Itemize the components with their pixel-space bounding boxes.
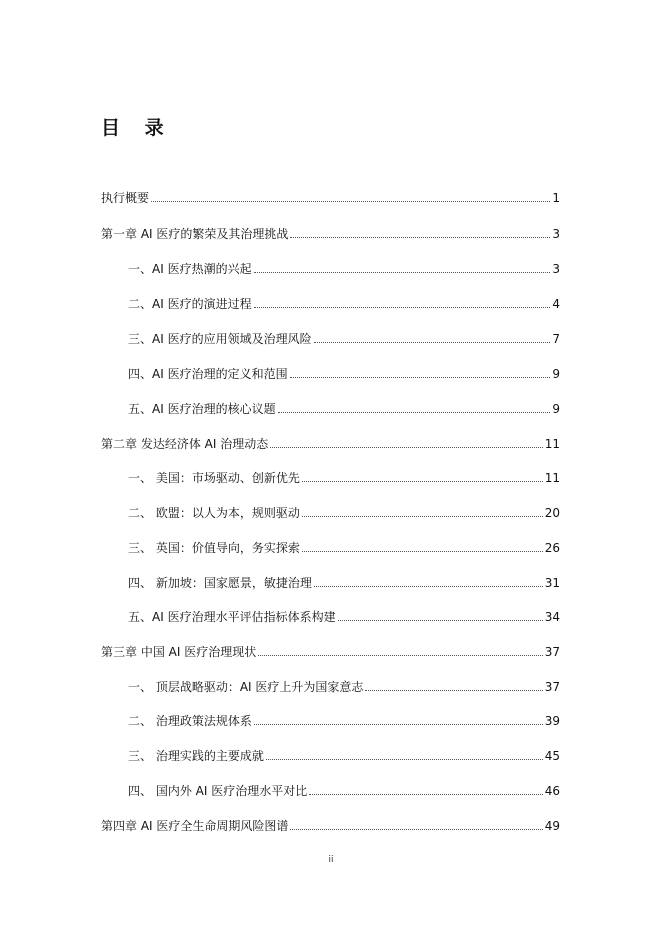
toc-dot-leader [266,759,543,760]
toc-entry-page: 9 [552,402,560,416]
toc-entry-section[interactable] [128,397,560,417]
toc-entry-chapter-4[interactable] [101,814,560,834]
toc-entry-title: 三、 英国：价值导向，务实探索 [128,541,300,555]
toc-entry-page: 45 [544,749,560,763]
toc-entry-section[interactable] [128,709,560,729]
toc-dot-leader [338,620,543,621]
toc-entry-page: 34 [544,610,560,624]
toc-entry-title: 执行概要 [101,191,150,205]
toc-dot-leader [302,551,543,552]
toc-dot-leader [270,447,543,448]
toc-entry-section[interactable] [128,779,560,799]
toc-entry-title: 第三章 中国 AI 医疗治理现状 [101,645,257,659]
toc-dot-leader [290,377,551,378]
toc-entry-executive-summary[interactable] [101,186,560,206]
toc-dot-leader [365,690,542,691]
toc-entry-title: 四、AI 医疗治理的定义和范围 [128,367,288,381]
toc-dot-leader [254,307,551,308]
toc-dot-leader [302,481,543,482]
toc-entry-page: 3 [552,262,560,276]
toc-entry-page: 11 [544,437,560,451]
toc-entry-title: 二、AI 医疗的演进过程 [128,297,252,311]
toc-entry-section[interactable] [128,257,560,277]
toc-entry-section[interactable] [128,466,560,486]
toc-entry-title: 二、 欧盟：以人为本，规则驱动 [128,506,300,520]
toc-entry-page: 37 [544,645,560,659]
toc-entry-section[interactable] [128,605,560,625]
page-title: 目 录 [101,117,173,139]
toc-entry-title: 五、AI 医疗治理的核心议题 [128,402,276,416]
toc-dot-leader [314,342,551,343]
toc-entry-section[interactable] [128,327,560,347]
toc-entry-section[interactable] [128,571,560,591]
page-number: ii [328,855,334,865]
toc-dot-leader [302,516,543,517]
toc-entry-chapter-3[interactable] [101,640,560,660]
toc-entry-page: 46 [544,784,560,798]
toc-dot-leader [309,794,543,795]
toc-dot-leader [258,655,543,656]
toc-entry-page: 4 [552,297,560,311]
toc-entry-page: 3 [552,227,560,241]
toc-entry-section[interactable] [128,362,560,382]
toc-entry-title: 三、AI 医疗的应用领域及治理风险 [128,332,312,346]
toc-entry-title: 第四章 AI 医疗全生命周期风险图谱 [101,819,289,833]
toc-entry-title: 五、AI 医疗治理水平评估指标体系构建 [128,610,336,624]
toc-entry-section[interactable] [128,292,560,312]
toc-entry-section[interactable] [128,536,560,556]
toc-dot-leader [254,724,543,725]
toc-entry-page: 39 [544,714,560,728]
toc-dot-leader [254,272,551,273]
toc-entry-page: 31 [544,576,560,590]
toc-dot-leader [278,412,551,413]
toc-entry-title: 四、 国内外 AI 医疗治理水平对比 [128,784,308,798]
toc-entry-title: 一、 美国：市场驱动、创新优先 [128,471,300,485]
toc-entry-section[interactable] [128,501,560,521]
toc-entry-section[interactable] [128,675,560,695]
toc-entry-section[interactable] [128,744,560,764]
toc-dot-leader [290,237,550,238]
toc-entry-title: 二、 治理政策法规体系 [128,714,252,728]
toc-entry-title: 一、 顶层战略驱动：AI 医疗上升为国家意志 [128,680,364,694]
toc-entry-page: 37 [544,680,560,694]
toc-dot-leader [290,829,542,830]
toc-dot-leader [151,201,550,202]
toc-dot-leader [314,586,543,587]
toc-entry-title: 第二章 发达经济体 AI 治理动态 [101,437,269,451]
toc-entry-page: 7 [552,332,560,346]
toc-entry-title: 四、 新加坡：国家愿景，敏捷治理 [128,576,312,590]
toc-entry-page: 20 [544,506,560,520]
toc-entry-page: 26 [544,541,560,555]
toc-entry-page: 1 [552,191,560,205]
toc-entry-chapter-2[interactable] [101,432,560,452]
toc-entry-page: 9 [552,367,560,381]
toc-entry-title: 第一章 AI 医疗的繁荣及其治理挑战 [101,227,289,241]
toc-entry-page: 11 [544,471,560,485]
toc-entry-title: 一、AI 医疗热潮的兴起 [128,262,252,276]
toc-entry-chapter-1[interactable] [101,222,560,242]
toc-entry-page: 49 [544,819,560,833]
toc-entry-title: 三、 治理实践的主要成就 [128,749,264,763]
